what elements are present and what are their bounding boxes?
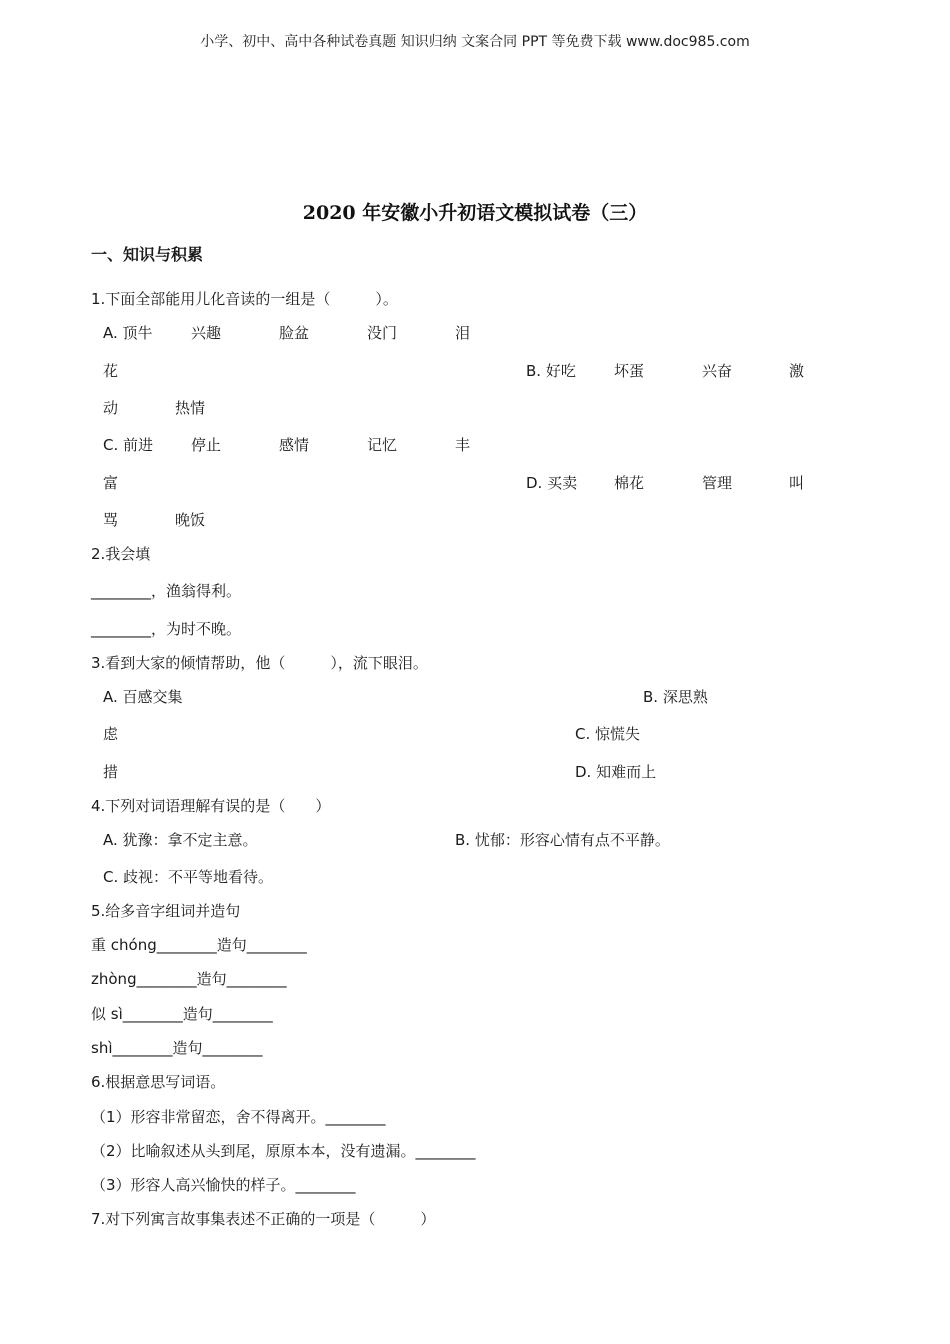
q5-line: 重 chóng________造句________ [91,936,307,954]
q6-subitem: （3）形容人高兴愉快的样子。________ [91,1176,356,1194]
page-header: 小学、初中、高中各种试卷真题 知识归纳 文案合同 PPT 等免费下载 www.doc985.com [200,34,750,50]
q4-option-a: A. 犹豫：拿不定主意。 [103,831,258,849]
q6-subitem: （1）形容非常留恋，舍不得离开。________ [91,1108,386,1126]
q1-option-a-word: 没门 [367,324,398,342]
q1-option-d-word: 棉花 [614,474,645,492]
q5-stem: 5.给多音字组词并造句 [91,902,241,920]
q2-fill-line: ________，渔翁得利。 [91,582,242,600]
q6-stem: 6.根据意思写词语。 [91,1073,226,1091]
q3-option-b-cont: 虑 [103,725,119,743]
q1-option-b-word: 兴奋 [702,362,733,380]
q5-line: zhòng________造句________ [91,970,287,988]
q1-option-b-cont: 热情 [175,399,206,417]
q1-option-d-cont: 骂 [103,511,119,529]
q1-option-c-word: 丰 [455,436,471,454]
q2-stem: 2.我会填 [91,545,151,563]
q1-option-a-word: 脸盆 [279,324,310,342]
q1-option-a-word: 泪 [455,324,471,342]
q2-fill-line: ________，为时不晚。 [91,620,242,638]
q1-option-d-word: 叫 [789,474,805,492]
q3-stem: 3.看到大家的倾情帮助，他（ ），流下眼泪。 [91,654,428,672]
q1-option-b-word: 激 [789,362,805,380]
q3-option-c-cont: 措 [103,763,119,781]
q4-stem: 4.下列对词语理解有误的是（ ） [91,797,331,815]
q1-option-c-word: 感情 [279,436,310,454]
q1-option-d-word: 管理 [702,474,733,492]
q4-option-c: C. 歧视：不平等地看待。 [103,868,274,886]
q1-option-a-cont: 花 [103,362,119,380]
q3-option-c: C. 惊慌失 [575,725,641,743]
q3-option-b: B. 深思熟 [643,688,708,706]
q1-option-c: C. 前进 [103,436,154,454]
q5-line: 似 sì________造句________ [91,1005,273,1023]
q1-option-c-word: 记忆 [367,436,398,454]
exam-title: 2020 年安徽小升初语文模拟试卷（三） [302,202,648,224]
q1-stem: 1.下面全部能用儿化音读的一组是（ ）。 [91,290,398,308]
section-heading: 一、知识与积累 [91,245,204,264]
q1-option-d-cont: 晚饭 [175,511,206,529]
q1-option-c-cont: 富 [103,474,119,492]
q3-option-a: A. 百感交集 [103,688,183,706]
q1-option-c-word: 停止 [191,436,222,454]
q1-option-a: A. 顶牛 [103,324,153,342]
q1-option-b-word: 坏蛋 [614,362,645,380]
q1-option-b-cont: 动 [103,399,119,417]
q5-line: shì________造句________ [91,1039,263,1057]
q4-option-b: B. 忧郁：形容心情有点不平静。 [455,831,670,849]
q6-subitem: （2）比喻叙述从头到尾，原原本本，没有遗漏。________ [91,1142,476,1160]
q3-option-d: D. 知难而上 [575,763,657,781]
q1-option-d: D. 买卖 [526,474,578,492]
q1-option-a-word: 兴趣 [191,324,222,342]
q7-stem: 7.对下列寓言故事集表述不正确的一项是（ ） [91,1210,436,1228]
q1-option-b: B. 好吃 [526,362,576,380]
